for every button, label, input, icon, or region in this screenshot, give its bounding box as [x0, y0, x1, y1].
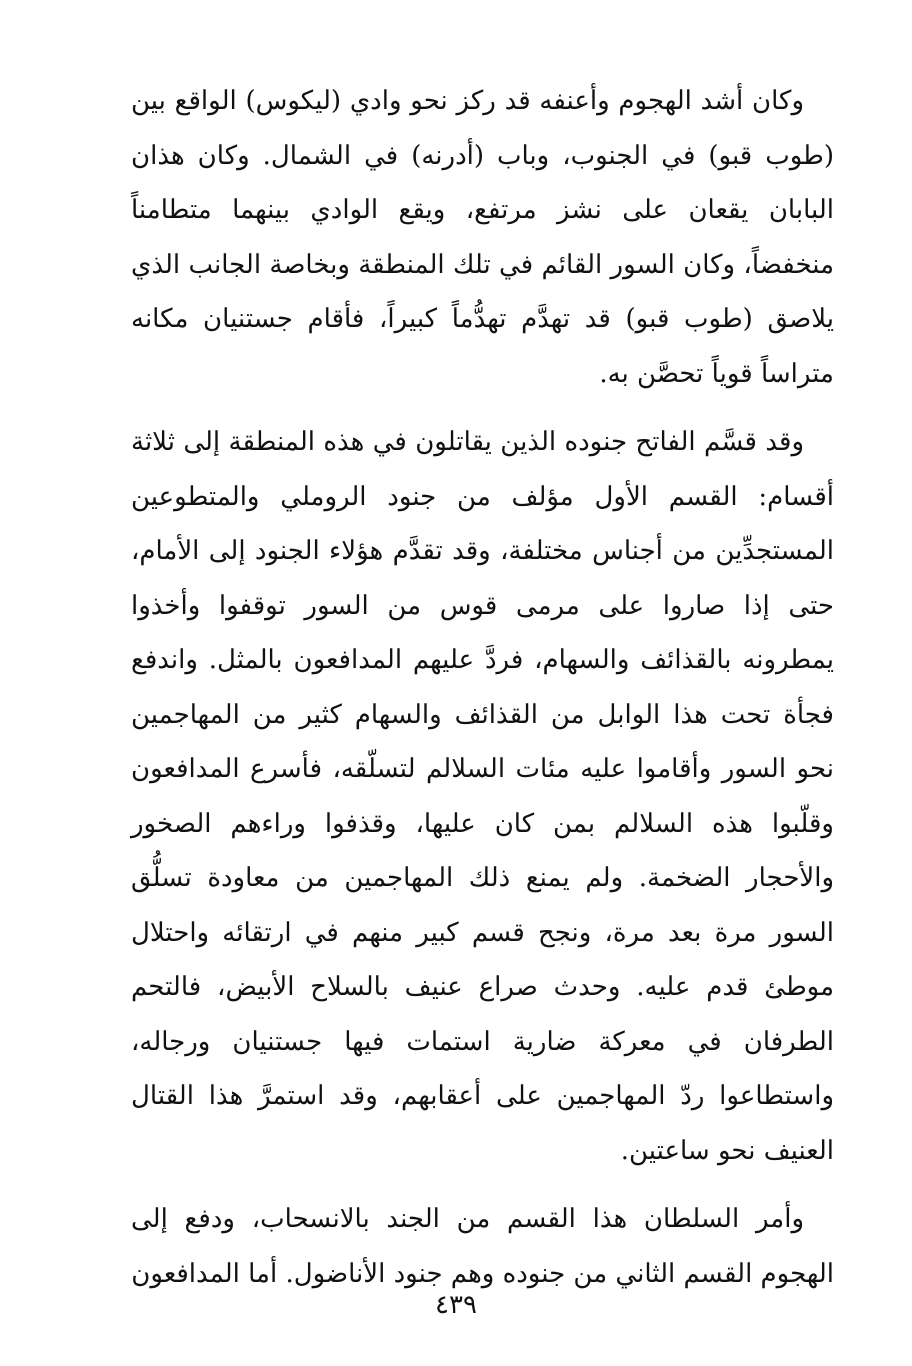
paragraph-2: وقد قسَّم الفاتح جنوده الذين يقاتلون في هذه المنطقة إلى ثلاثة أقسام: القسم الأول مؤلف من جنود الروملي والمتطوعين المستجدِّين من أجناس مختلفة، وقد تقدَّم هؤلاء الجنود إلى الأمام، حتى إذا صاروا على مرمى قوس من السور توقفوا وأخذوا يمطرونه بالقذائف والسهام، فردَّ عليهم المدافعون بالمثل. واندفع فجأة تحت هذا الوابل من القذائف والسهام كثير من المهاجمين نحو السور وأقاموا عليه مئات السلالم لتسلّقه، فأسرع المدافعون وقلّبوا هذه السلالم بمن كان عليها، وقذفوا وراءهم الصخور والأحجار الضخمة. ولم يمنع ذلك المهاجمين من معاودة تسلُّق السور مرة بعد مرة، ونجح قسم كبير منهم في ارتقائه واحتلال موطئ قدم عليه. وحدث صراع عنيف بالسلاح الأبيض، فالتحم الطرفان في معركة ضارية استمات فيها جستنيان ورجاله، واستطاعوا ردّ المهاجمين على أعقابهم، وقد استمرَّ هذا القتال العنيف نحو ساعتين.: [131, 427, 834, 1166]
paragraph-1: وكان أشد الهجوم وأعنفه قد ركز نحو وادي (ليكوس) الواقع بين (طوب قبو) في الجنوب، وباب (أدرنه) في الشمال. وكان هذان البابان يقعان على نشز مرتفع، ويقع الوادي بينهما متطامناً منخفضاً، وكان السور القائم في تلك المنطقة وبخاصة الجانب الذي يلاصق (طوب قبو) قد تهدَّم تهدُّماً كبيراً، فأقام جستنيان مكانه متراساً قوياً تحصَّن به.: [131, 86, 834, 389]
page-body: [131, 74, 834, 1301]
paragraph-3: وأمر السلطان هذا القسم من الجند بالانسحاب، ودفع إلى الهجوم القسم الثاني من جنوده وهم جنود الأناضول. أما المدافعون: [131, 1204, 834, 1289]
page-number: ٤٣٩: [435, 1290, 477, 1320]
